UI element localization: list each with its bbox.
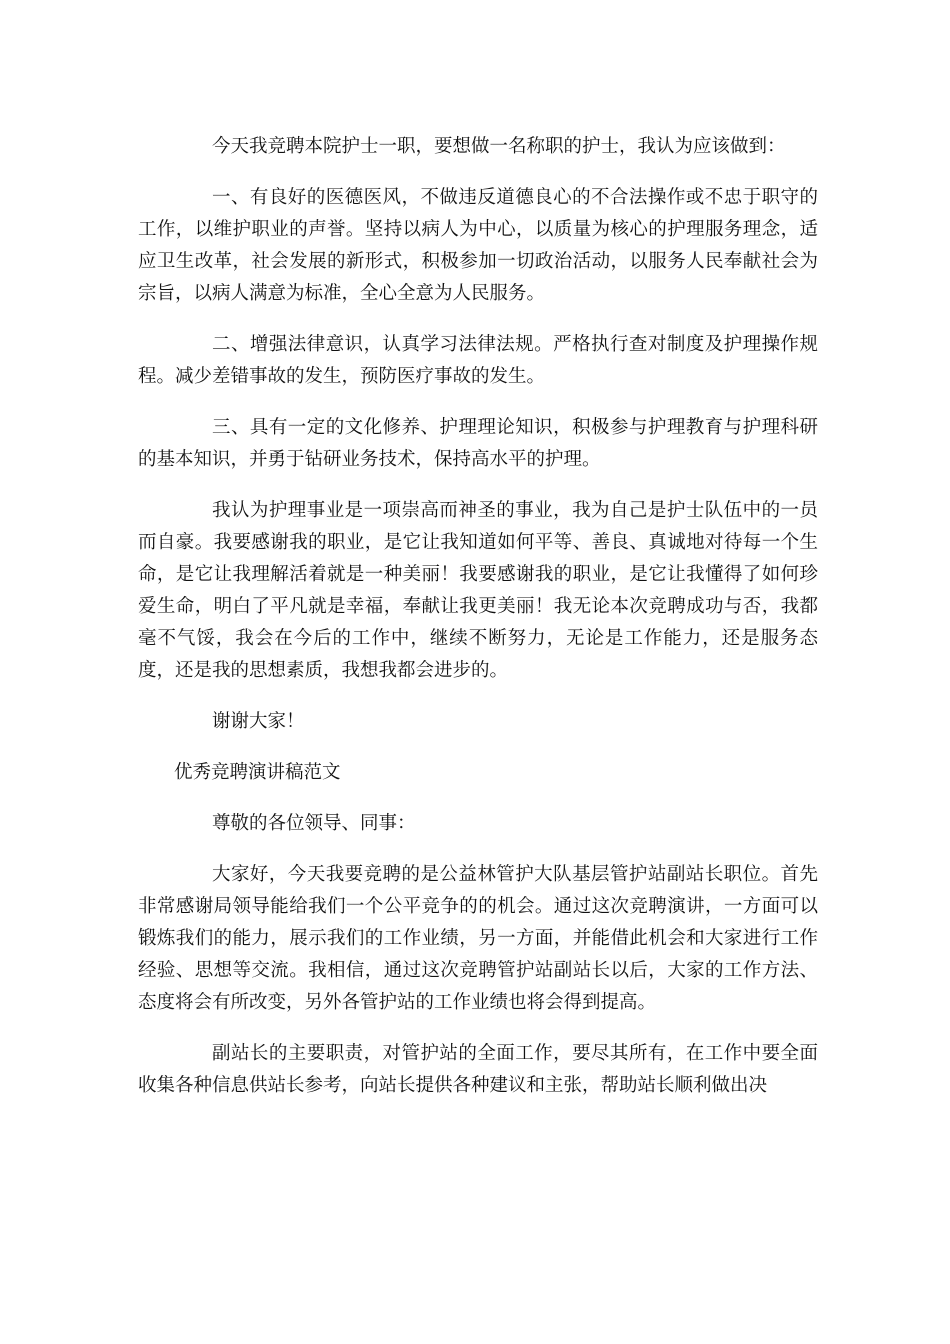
paragraph-thanks: 谢谢大家！	[212, 711, 305, 732]
paragraph-salutation: 尊敬的各位领导、同事：	[212, 813, 416, 834]
paragraph-duties: 副站长的主要职责，对管护站的全面工作，要尽其所有，在工作中要全面收集各种信息供站长参考，向站长提供各种建议和主张，帮助站长顺利做出决	[138, 1043, 818, 1096]
paragraph-conclusion: 我认为护理事业是一项崇高而神圣的事业，我为自己是护士队伍中的一员而自豪。我要感谢我的职业，是它让我知道如何平等、善良、真诚地对待每一个生命，是它让我理解活着就是一种美丽！我要感谢我的职业，是它让我懂得了如何珍爱生命，明白了平凡就是幸福，奉献让我更美丽！我无论本次竞聘成功与否，我都毫不气馁，我会在今后的工作中，继续不断努力，无论是工作能力，还是服务态度，还是我的思想素质，我想我都会进步的。	[138, 500, 818, 681]
paragraph-greeting: 大家好，今天我要竞聘的是公益林管护大队基层管护站副站长职位。首先非常感谢局领导能给我们一个公平竞争的的机会。通过这次竞聘演讲，一方面可以锻炼我们的能力，展示我们的工作业绩，另一方面，并能借此机会和大家进行工作经验、思想等交流。我相信，通过这次竞聘管护站副站长以后，大家的工作方法、态度将会有所改变，另外各管护站的工作业绩也将会得到提高。	[138, 864, 818, 1013]
paragraph-point-three: 三、具有一定的文化修养、护理理论知识，积极参与护理教育与护理科研的基本知识，并勇于钻研业务技术，保持高水平的护理。	[138, 417, 818, 470]
document-body	[138, 131, 818, 1121]
section-title: 优秀竞聘演讲稿范文	[174, 762, 341, 783]
paragraph-point-two: 二、增强法律意识，认真学习法律法规。严格执行查对制度及护理操作规程。减少差错事故的发生，预防医疗事故的发生。	[138, 334, 818, 387]
paragraph-intro: 今天我竞聘本院护士一职，要想做一名称职的护士，我认为应该做到：	[212, 136, 786, 157]
paragraph-point-one: 一、有良好的医德医风，不做违反道德良心的不合法操作或不忠于职守的工作，以维护职业的声誉。坚持以病人为中心，以质量为核心的护理服务理念，适应卫生改革，社会发展的新形式，积极参加一切政治活动，以服务人民奉献社会为宗旨，以病人满意为标准，全心全意为人民服务。	[138, 187, 818, 304]
